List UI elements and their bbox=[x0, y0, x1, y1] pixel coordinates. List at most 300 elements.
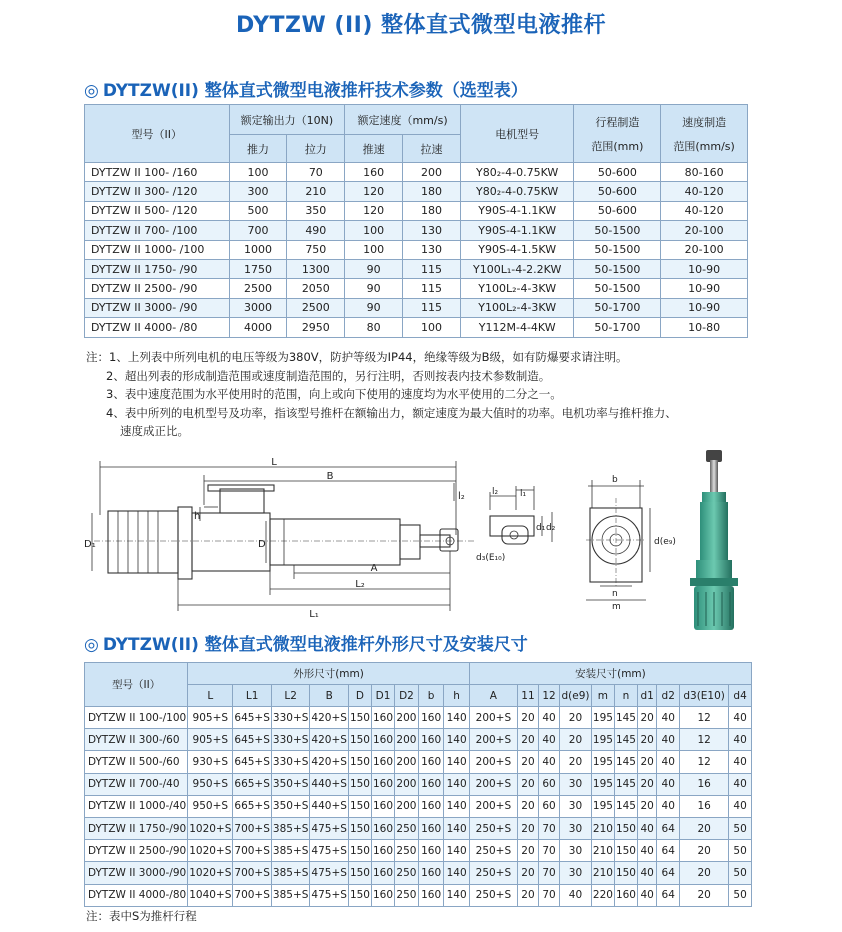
cell-value: 160 bbox=[418, 862, 444, 884]
cell-value: 64 bbox=[657, 817, 680, 839]
header-col: A bbox=[469, 685, 517, 707]
cell-value: 20 bbox=[680, 817, 729, 839]
cell-model: DYTZW II 3000- /90 bbox=[85, 298, 230, 317]
note-line: 速度成正比。 bbox=[120, 424, 189, 439]
label-L2: L₂ bbox=[355, 579, 365, 590]
cell-stroke: 50-1700 bbox=[574, 318, 661, 337]
tech-params-table bbox=[84, 104, 748, 338]
cell-value: 665+S bbox=[233, 795, 272, 817]
cell-stroke: 50-1500 bbox=[574, 221, 661, 240]
cell-value: 145 bbox=[614, 795, 637, 817]
cell-pull-speed: 130 bbox=[403, 221, 461, 240]
cell-motor: Y100L₂-4-3KW bbox=[460, 298, 574, 317]
cell-value: 195 bbox=[591, 707, 614, 729]
cell-pull-speed: 200 bbox=[403, 163, 461, 182]
cell-speed: 10-80 bbox=[661, 318, 748, 337]
cell-model: DYTZW II 300-/60 bbox=[85, 729, 188, 751]
cell-value: 140 bbox=[444, 862, 470, 884]
cell-value: 440+S bbox=[310, 795, 349, 817]
cell-value: 930+S bbox=[188, 751, 233, 773]
cell-pull-speed: 115 bbox=[403, 298, 461, 317]
cell-value: 420+S bbox=[310, 751, 349, 773]
cell-value: 20 bbox=[517, 707, 538, 729]
table-row bbox=[85, 318, 748, 337]
cell-value: 200+S bbox=[469, 707, 517, 729]
cell-push: 300 bbox=[229, 182, 287, 201]
cell-push-speed: 90 bbox=[345, 259, 403, 278]
label-D1: D₁ bbox=[84, 539, 96, 550]
table-row bbox=[85, 201, 748, 220]
cell-value: 200 bbox=[395, 795, 419, 817]
note-line: 2、超出列表的形成制造范围或速度制造范围的，另行注明，否则按表内技术参数制造。 bbox=[106, 368, 551, 383]
cell-model: DYTZW II 1000- /100 bbox=[85, 240, 230, 259]
dimensions-title: DYTZW(II) 整体直式微型电液推杆外形尺寸及安装尺寸 bbox=[102, 635, 528, 655]
cell-value: 16 bbox=[680, 773, 729, 795]
cell-value: 200+S bbox=[469, 751, 517, 773]
cell-value: 12 bbox=[680, 751, 729, 773]
cell-value: 250 bbox=[395, 840, 419, 862]
cell-stroke: 50-600 bbox=[574, 182, 661, 201]
cell-value: 1020+S bbox=[188, 840, 233, 862]
cell-value: 150 bbox=[348, 817, 371, 839]
end-view-drawing bbox=[578, 468, 678, 610]
cell-value: 905+S bbox=[188, 707, 233, 729]
label-l2: l₂ bbox=[458, 491, 465, 502]
cell-value: 200 bbox=[395, 773, 419, 795]
cell-value: 950+S bbox=[188, 773, 233, 795]
label-h: h bbox=[194, 511, 201, 522]
cell-model: DYTZW II 100- /160 bbox=[85, 163, 230, 182]
cell-value: 20 bbox=[637, 751, 656, 773]
cell-value: 420+S bbox=[310, 729, 349, 751]
cell-model: DYTZW II 700- /100 bbox=[85, 221, 230, 240]
cell-value: 20 bbox=[637, 707, 656, 729]
cell-value: 20 bbox=[517, 862, 538, 884]
cell-value: 645+S bbox=[233, 729, 272, 751]
cell-value: 210 bbox=[591, 840, 614, 862]
header-col: h bbox=[444, 685, 470, 707]
header-col: D2 bbox=[395, 685, 419, 707]
table-row bbox=[85, 182, 748, 201]
cell-value: 150 bbox=[348, 795, 371, 817]
page-title: DYTZW (II) 整体直式微型电液推杆 bbox=[235, 13, 607, 38]
note-line: 4、表中所列的电机型号及功率，指该型号推杆在额输出力，额定速度为最大值时的功率。电机功率与推杆推力、 bbox=[106, 405, 677, 420]
table-row bbox=[85, 817, 752, 839]
cell-push: 100 bbox=[229, 163, 287, 182]
cell-value: 50 bbox=[729, 862, 752, 884]
cell-value: 160 bbox=[371, 751, 394, 773]
cell-value: 700+S bbox=[233, 884, 272, 906]
cell-pull-speed: 100 bbox=[403, 318, 461, 337]
cell-push-speed: 100 bbox=[345, 240, 403, 259]
cell-value: 250 bbox=[395, 817, 419, 839]
label-L1: L₁ bbox=[309, 609, 319, 620]
cell-value: 1040+S bbox=[188, 884, 233, 906]
header-col: B bbox=[310, 685, 349, 707]
label-B: B bbox=[326, 471, 334, 482]
cell-push-speed: 120 bbox=[345, 201, 403, 220]
cell-model: DYTZW II 4000- /80 bbox=[85, 318, 230, 337]
cell-value: 40 bbox=[657, 707, 680, 729]
cell-push: 2500 bbox=[229, 279, 287, 298]
cell-value: 200 bbox=[395, 729, 419, 751]
cell-value: 50 bbox=[729, 884, 752, 906]
header-col: 12 bbox=[539, 685, 560, 707]
cell-value: 385+S bbox=[271, 817, 310, 839]
header-model: 型号（II） bbox=[85, 105, 230, 163]
cell-value: 20 bbox=[560, 751, 592, 773]
cell-motor: Y100L₁-4-2.2KW bbox=[460, 259, 574, 278]
cell-value: 160 bbox=[371, 817, 394, 839]
cell-motor: Y80₂-4-0.75KW bbox=[460, 163, 574, 182]
table-row bbox=[85, 707, 752, 729]
cell-value: 20 bbox=[680, 840, 729, 862]
cell-value: 30 bbox=[560, 817, 592, 839]
side-view-drawing bbox=[84, 455, 484, 625]
cell-value: 40 bbox=[657, 773, 680, 795]
cell-value: 40 bbox=[657, 751, 680, 773]
header-col: D1 bbox=[371, 685, 394, 707]
header-col: n bbox=[614, 685, 637, 707]
cell-model: DYTZW II 700-/40 bbox=[85, 773, 188, 795]
cell-value: 160 bbox=[418, 729, 444, 751]
cell-push: 3000 bbox=[229, 298, 287, 317]
cell-value: 150 bbox=[614, 840, 637, 862]
cell-value: 12 bbox=[680, 707, 729, 729]
cell-value: 20 bbox=[517, 817, 538, 839]
header-pull-speed: 拉速 bbox=[403, 135, 461, 163]
cell-pull-speed: 115 bbox=[403, 279, 461, 298]
cell-value: 150 bbox=[614, 862, 637, 884]
table-row bbox=[85, 840, 752, 862]
cell-value: 64 bbox=[657, 862, 680, 884]
table-row bbox=[85, 862, 752, 884]
cell-value: 150 bbox=[348, 862, 371, 884]
notes-block bbox=[86, 348, 766, 441]
cell-pull: 490 bbox=[287, 221, 345, 240]
cell-stroke: 50-1500 bbox=[574, 240, 661, 259]
cell-stroke: 50-1700 bbox=[574, 298, 661, 317]
cell-model: DYTZW II 3000-/90 bbox=[85, 862, 188, 884]
cell-value: 385+S bbox=[271, 884, 310, 906]
rod-end-detail-drawing bbox=[476, 482, 562, 572]
cell-push-speed: 90 bbox=[345, 279, 403, 298]
cell-value: 145 bbox=[614, 751, 637, 773]
cell-value: 50 bbox=[729, 817, 752, 839]
cell-value: 70 bbox=[539, 862, 560, 884]
cell-value: 210 bbox=[591, 862, 614, 884]
actuator-product-photo bbox=[682, 446, 752, 636]
cell-value: 700+S bbox=[233, 862, 272, 884]
header-col: d3(E10) bbox=[680, 685, 729, 707]
cell-motor: Y90S-4-1.5KW bbox=[460, 240, 574, 259]
cell-push: 500 bbox=[229, 201, 287, 220]
cell-value: 250 bbox=[395, 884, 419, 906]
cell-value: 40 bbox=[657, 795, 680, 817]
cell-value: 150 bbox=[348, 729, 371, 751]
label-b: b bbox=[612, 475, 618, 485]
cell-value: 40 bbox=[657, 729, 680, 751]
bullet-circle-icon: ◎ bbox=[84, 635, 99, 655]
cell-model: DYTZW II 4000-/80 bbox=[85, 884, 188, 906]
cell-value: 140 bbox=[444, 817, 470, 839]
cell-value: 40 bbox=[560, 884, 592, 906]
cell-value: 330+S bbox=[271, 707, 310, 729]
header-speed-bottom: 范围(mm/s) bbox=[673, 139, 735, 153]
label-d2: d₂ bbox=[546, 523, 556, 533]
cell-value: 210 bbox=[591, 817, 614, 839]
cell-speed: 40-120 bbox=[661, 201, 748, 220]
header-col: L2 bbox=[271, 685, 310, 707]
cell-value: 160 bbox=[371, 773, 394, 795]
cell-value: 30 bbox=[560, 862, 592, 884]
cell-value: 160 bbox=[371, 884, 394, 906]
cell-value: 160 bbox=[418, 773, 444, 795]
cell-value: 20 bbox=[560, 729, 592, 751]
cylinder bbox=[270, 519, 400, 565]
cell-motor: Y100L₂-4-3KW bbox=[460, 279, 574, 298]
cell-value: 150 bbox=[348, 707, 371, 729]
cell-model: DYTZW II 100-/100 bbox=[85, 707, 188, 729]
dimensions-table bbox=[84, 662, 752, 907]
cell-value: 30 bbox=[560, 840, 592, 862]
cell-value: 350+S bbox=[271, 795, 310, 817]
cell-value: 200+S bbox=[469, 795, 517, 817]
cell-value: 160 bbox=[371, 729, 394, 751]
bullet-circle-icon: ◎ bbox=[84, 81, 99, 101]
header-col: d1 bbox=[637, 685, 656, 707]
cell-value: 140 bbox=[444, 795, 470, 817]
cell-value: 40 bbox=[637, 884, 656, 906]
table-row bbox=[85, 729, 752, 751]
cell-pull-speed: 130 bbox=[403, 240, 461, 259]
cell-value: 250 bbox=[395, 862, 419, 884]
header-push-speed: 推速 bbox=[345, 135, 403, 163]
cell-value: 220 bbox=[591, 884, 614, 906]
cell-speed: 40-120 bbox=[661, 182, 748, 201]
cell-pull: 70 bbox=[287, 163, 345, 182]
cell-value: 250+S bbox=[469, 884, 517, 906]
dimensions-heading bbox=[84, 630, 528, 655]
label-d-e9: d(e₉) bbox=[654, 537, 676, 547]
label-d3: d₃(E₁₀) bbox=[476, 553, 506, 563]
cell-value: 150 bbox=[348, 773, 371, 795]
cell-value: 1020+S bbox=[188, 817, 233, 839]
cell-value: 40 bbox=[729, 773, 752, 795]
cell-pull: 1300 bbox=[287, 259, 345, 278]
cell-value: 950+S bbox=[188, 795, 233, 817]
cell-value: 20 bbox=[680, 862, 729, 884]
tech-params-heading bbox=[84, 76, 528, 101]
cell-stroke: 50-600 bbox=[574, 163, 661, 182]
cell-value: 64 bbox=[657, 840, 680, 862]
table-row bbox=[85, 163, 748, 182]
table-row bbox=[85, 773, 752, 795]
cell-value: 250+S bbox=[469, 862, 517, 884]
cell-motor: Y90S-4-1.1KW bbox=[460, 201, 574, 220]
cell-value: 195 bbox=[591, 729, 614, 751]
cell-value: 475+S bbox=[310, 840, 349, 862]
header-speed-top: 速度制造 bbox=[682, 115, 727, 129]
tech-params-title: DYTZW(II) 整体直式微型电液推杆技术参数（选型表） bbox=[102, 81, 528, 101]
cell-value: 385+S bbox=[271, 840, 310, 862]
cell-model: DYTZW II 1750- /90 bbox=[85, 259, 230, 278]
table-row bbox=[85, 221, 748, 240]
table-row bbox=[85, 240, 748, 259]
cell-value: 160 bbox=[418, 840, 444, 862]
cell-value: 645+S bbox=[233, 707, 272, 729]
cell-motor: Y112M-4-4KW bbox=[460, 318, 574, 337]
cell-push-speed: 80 bbox=[345, 318, 403, 337]
cell-value: 475+S bbox=[310, 884, 349, 906]
header-speed-range bbox=[661, 105, 748, 163]
header-col: D bbox=[348, 685, 371, 707]
cell-value: 250+S bbox=[469, 840, 517, 862]
cell-speed: 10-90 bbox=[661, 259, 748, 278]
label-d1: d₁ bbox=[536, 523, 546, 533]
footnote: 注：表中S为推杆行程 bbox=[86, 909, 197, 923]
cell-value: 330+S bbox=[271, 751, 310, 773]
label-n: n bbox=[612, 589, 618, 599]
cell-value: 145 bbox=[614, 707, 637, 729]
cell-value: 40 bbox=[637, 862, 656, 884]
cell-value: 60 bbox=[539, 773, 560, 795]
cell-model: DYTZW II 500-/60 bbox=[85, 751, 188, 773]
header-stroke-top: 行程制造 bbox=[595, 115, 640, 129]
cell-pull: 750 bbox=[287, 240, 345, 259]
table-row bbox=[85, 279, 748, 298]
cell-value: 40 bbox=[637, 840, 656, 862]
cell-value: 40 bbox=[539, 707, 560, 729]
cell-value: 160 bbox=[371, 795, 394, 817]
table-row bbox=[85, 259, 748, 278]
cell-value: 140 bbox=[444, 751, 470, 773]
cell-value: 145 bbox=[614, 729, 637, 751]
cell-value: 150 bbox=[614, 817, 637, 839]
cell-value: 440+S bbox=[310, 773, 349, 795]
cell-value: 150 bbox=[348, 751, 371, 773]
cell-pull: 350 bbox=[287, 201, 345, 220]
header-col: L bbox=[188, 685, 233, 707]
cell-value: 20 bbox=[560, 707, 592, 729]
cell-value: 30 bbox=[560, 795, 592, 817]
header-col: b bbox=[418, 685, 444, 707]
cell-value: 195 bbox=[591, 795, 614, 817]
header-pull: 拉力 bbox=[287, 135, 345, 163]
cell-stroke: 50-1500 bbox=[574, 259, 661, 278]
cell-value: 20 bbox=[517, 795, 538, 817]
cell-value: 700+S bbox=[233, 817, 272, 839]
header-rated-speed: 额定速度（mm/s) bbox=[345, 105, 461, 135]
cell-value: 150 bbox=[348, 884, 371, 906]
label-L: L bbox=[271, 457, 277, 468]
cell-model: DYTZW II 300- /120 bbox=[85, 182, 230, 201]
cell-speed: 20-100 bbox=[661, 240, 748, 259]
header-outer-dims: 外形尺寸(mm) bbox=[188, 663, 470, 685]
cell-value: 140 bbox=[444, 884, 470, 906]
cell-value: 160 bbox=[371, 707, 394, 729]
cell-value: 160 bbox=[371, 862, 394, 884]
header-col: L1 bbox=[233, 685, 272, 707]
cell-value: 350+S bbox=[271, 773, 310, 795]
cell-value: 160 bbox=[418, 884, 444, 906]
cell-value: 200+S bbox=[469, 773, 517, 795]
cell-value: 1020+S bbox=[188, 862, 233, 884]
cell-value: 250+S bbox=[469, 817, 517, 839]
cell-value: 20 bbox=[517, 773, 538, 795]
cell-value: 20 bbox=[637, 795, 656, 817]
cell-value: 200 bbox=[395, 707, 419, 729]
cell-push: 1000 bbox=[229, 240, 287, 259]
cell-value: 40 bbox=[729, 707, 752, 729]
cell-value: 140 bbox=[444, 707, 470, 729]
cell-value: 20 bbox=[517, 840, 538, 862]
cell-value: 905+S bbox=[188, 729, 233, 751]
cell-value: 20 bbox=[637, 729, 656, 751]
header-col: d2 bbox=[657, 685, 680, 707]
header-motor: 电机型号 bbox=[460, 105, 574, 163]
cell-value: 20 bbox=[680, 884, 729, 906]
cell-speed: 10-90 bbox=[661, 298, 748, 317]
cell-value: 20 bbox=[517, 884, 538, 906]
cell-value: 40 bbox=[539, 751, 560, 773]
cell-value: 160 bbox=[614, 884, 637, 906]
cell-value: 70 bbox=[539, 840, 560, 862]
cell-motor: Y90S-4-1.1KW bbox=[460, 221, 574, 240]
cell-model: DYTZW II 1000-/40 bbox=[85, 795, 188, 817]
cell-value: 40 bbox=[729, 729, 752, 751]
cell-value: 40 bbox=[729, 751, 752, 773]
cell-value: 145 bbox=[614, 773, 637, 795]
cell-value: 200+S bbox=[469, 729, 517, 751]
label-A: A bbox=[370, 563, 378, 574]
label-m: m bbox=[612, 602, 621, 610]
header-stroke bbox=[574, 105, 661, 163]
cell-push: 4000 bbox=[229, 318, 287, 337]
cell-value: 200 bbox=[395, 751, 419, 773]
cell-value: 60 bbox=[539, 795, 560, 817]
label-l1: l₁ bbox=[520, 489, 527, 499]
cell-pull-speed: 115 bbox=[403, 259, 461, 278]
cell-value: 665+S bbox=[233, 773, 272, 795]
label-D: D bbox=[258, 539, 266, 550]
header-push: 推力 bbox=[229, 135, 287, 163]
cell-speed: 80-160 bbox=[661, 163, 748, 182]
table-row bbox=[85, 795, 752, 817]
cell-value: 20 bbox=[517, 751, 538, 773]
cell-value: 12 bbox=[680, 729, 729, 751]
cell-value: 385+S bbox=[271, 862, 310, 884]
cell-model: DYTZW II 500- /120 bbox=[85, 201, 230, 220]
cell-value: 160 bbox=[371, 840, 394, 862]
header-col: m bbox=[591, 685, 614, 707]
cell-push-speed: 160 bbox=[345, 163, 403, 182]
cell-value: 645+S bbox=[233, 751, 272, 773]
header-col: 11 bbox=[517, 685, 538, 707]
cell-pull: 2050 bbox=[287, 279, 345, 298]
cell-pull: 210 bbox=[287, 182, 345, 201]
cell-model: DYTZW II 2500- /90 bbox=[85, 279, 230, 298]
cell-value: 420+S bbox=[310, 707, 349, 729]
cell-value: 40 bbox=[729, 795, 752, 817]
cell-value: 30 bbox=[560, 773, 592, 795]
note-line: 3、表中速度范围为水平使用时的范围，向上或向下使用的速度均为水平使用的二分之一。 bbox=[106, 387, 562, 402]
cell-value: 50 bbox=[729, 840, 752, 862]
table-row bbox=[85, 298, 748, 317]
cell-value: 475+S bbox=[310, 862, 349, 884]
note-line: 注：1、上列表中所列电机的电压等级为380V，防护等级为IP44，绝缘等级为B级，如有防爆要求请注明。 bbox=[86, 350, 628, 364]
cell-push-speed: 100 bbox=[345, 221, 403, 240]
